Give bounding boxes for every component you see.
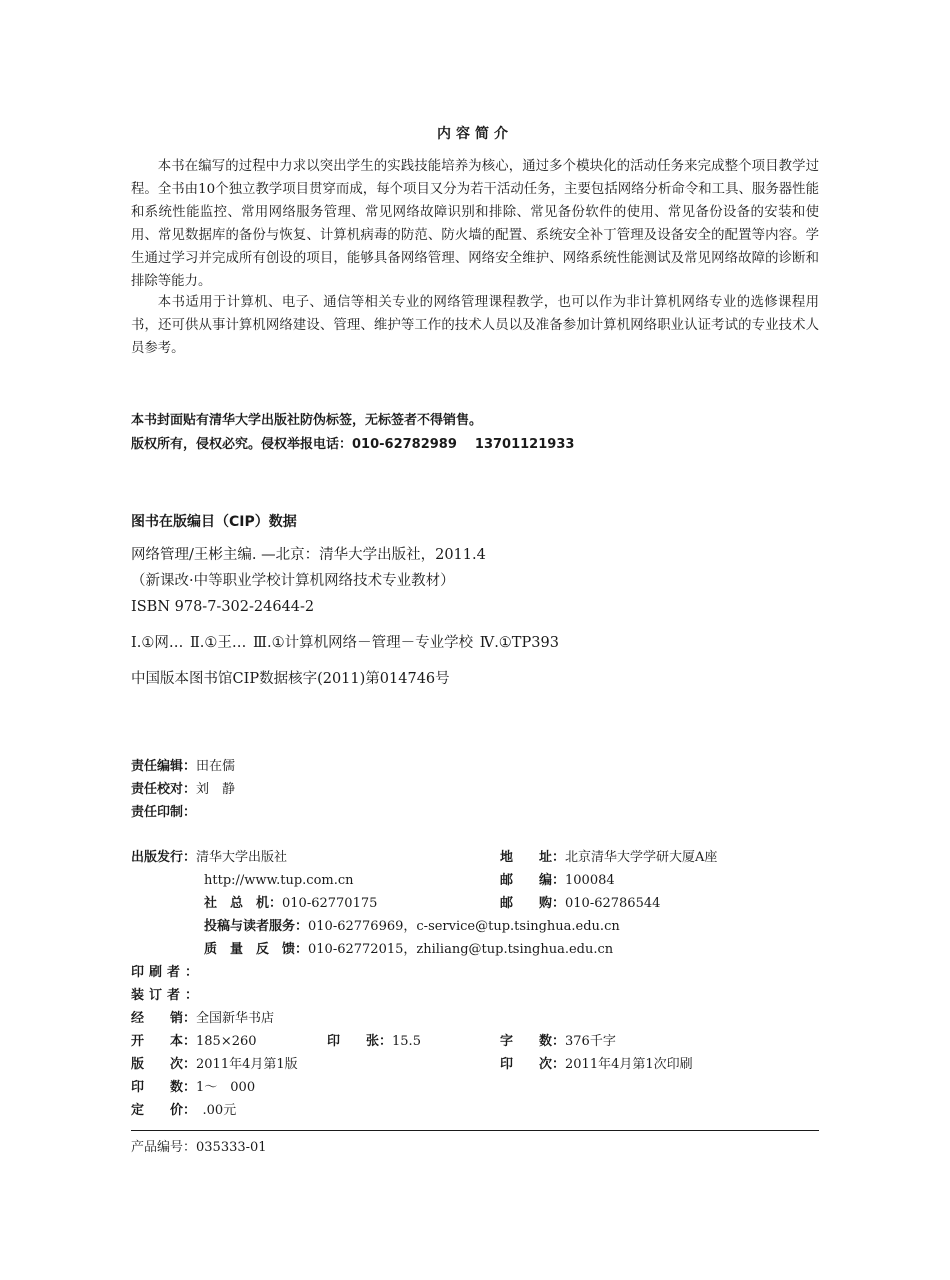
switchboard-value: 010-62770175	[282, 896, 378, 911]
divider	[131, 1130, 819, 1131]
switchboard-label: 社 总 机：	[204, 896, 283, 911]
impression-value: 2011年4月第1次印刷	[565, 1057, 693, 1072]
publisher-name: 清华大学出版社	[196, 850, 288, 865]
distributor-value: 全国新华书店	[196, 1011, 275, 1026]
credit-editor-label: 责任编辑：	[131, 759, 197, 774]
print-run	[131, 1080, 255, 1096]
submission-label: 投稿与读者服务：	[204, 919, 309, 934]
intro-paragraph-1: 本书在编写的过程中力求以突出学生的实践技能培养为核心，通过多个模块化的活动任务来完成整个项目教学过程。全书由10个独立教学项目贯穿而成，每个项目又分为若干活动任务，主要包括网络分析命令和工具、服务器性能和系统性能监控、常用网络服务管理、常见网络故障识别和排除、常见备份软件的使用、常见备份设备的安装和使用、常见数据库的备份与恢复、计算机病毒的防范、防火墙的配置、系统安全补丁管理及设备安全的配置等内容。学生通过学习并完成所有创设的项目，能够具备网络管理、网络安全维护、网络系统性能测试及常见网络故障的诊断和排除等能力。	[131, 159, 819, 289]
impression-label: 印 次：	[500, 1057, 566, 1072]
format	[131, 1034, 257, 1050]
credit-proofreader	[131, 782, 235, 798]
distributor	[131, 1011, 274, 1027]
address	[500, 850, 717, 866]
word-count	[500, 1034, 616, 1050]
cip-title-line: 网络管理/王彬主编. —北京：清华大学出版社，2011.4	[131, 547, 486, 563]
submission-service	[204, 919, 620, 935]
postcode-value: 100084	[565, 873, 615, 888]
binder	[131, 988, 203, 1004]
product-code-value: 035333-01	[196, 1140, 267, 1155]
edition-label: 版 次：	[131, 1057, 197, 1072]
print-run-label: 印 数：	[131, 1080, 197, 1095]
edition	[131, 1057, 298, 1073]
submission-value: 010-62776969，c-service@tup.tsinghua.edu.cn	[308, 919, 620, 934]
format-label: 开 本：	[131, 1034, 197, 1049]
mail-order-value: 010-62786544	[565, 896, 661, 911]
credit-proofreader-label: 责任校对：	[131, 782, 197, 797]
edition-value: 2011年4月第1版	[196, 1057, 298, 1072]
product-code	[131, 1140, 267, 1156]
address-label: 地 址：	[500, 850, 566, 865]
product-code-label: 产品编号：	[131, 1140, 197, 1155]
postcode-label: 邮 编：	[500, 873, 566, 888]
credit-editor	[131, 759, 235, 775]
anti-counterfeit-notice: 本书封面贴有清华大学出版社防伪标签，无标签者不得销售。	[131, 413, 483, 428]
binder-label: 装订者：	[131, 988, 204, 1003]
intro-paragraph-2: 本书适用于计算机、电子、通信等相关专业的网络管理课程教学，也可以作为非计算机网络专业的选修课程用书，还可供从事计算机网络建设、管理、维护等工作的技术人员以及准备参加计算机网络职业认证考试的专业技术人员参考。	[131, 295, 819, 356]
print-run-value: 1～ 000	[196, 1080, 256, 1095]
feedback-value: 010-62772015，zhiliang@tup.tsinghua.edu.cn	[308, 942, 614, 957]
credit-editor-value: 田在儒	[196, 759, 236, 774]
printer-label: 印刷者：	[131, 965, 204, 980]
mail-order	[500, 896, 660, 912]
credit-printing-label: 责任印制：	[131, 805, 197, 820]
cip-heading: 图书在版编目（CIP）数据	[131, 514, 297, 530]
publisher	[131, 850, 287, 866]
price-label: 定 价：	[131, 1103, 190, 1118]
cip-classification: Ⅰ.①网… Ⅱ.①王… Ⅲ.①计算机网络－管理－专业学校 Ⅳ.①TP393	[131, 635, 559, 651]
address-value: 北京清华大学学研大厦A座	[565, 850, 718, 865]
postcode	[500, 873, 615, 889]
sheets-label: 印 张：	[327, 1034, 393, 1049]
publisher-website: http://www.tup.com.cn	[204, 873, 354, 888]
copyright-notice-text: 版权所有，侵权必究。侵权举报电话：010-62782989	[131, 437, 457, 452]
switchboard	[204, 896, 377, 912]
price-value: .00元	[189, 1103, 237, 1118]
cip-isbn: ISBN 978-7-302-24644-2	[131, 599, 315, 615]
sheets-value: 15.5	[392, 1034, 421, 1049]
cip-series-line: （新课改·中等职业学校计算机网络技术专业教材）	[131, 573, 455, 589]
credit-proofreader-value: 刘 静	[196, 782, 236, 797]
quality-feedback	[204, 942, 613, 958]
intro-title: 内容简介	[437, 126, 513, 142]
price	[131, 1103, 236, 1119]
mail-order-label: 邮 购：	[500, 896, 566, 911]
sheets	[327, 1034, 421, 1050]
word-count-label: 字 数：	[500, 1034, 566, 1049]
printer	[131, 965, 203, 981]
feedback-label: 质 量 反 馈：	[204, 942, 309, 957]
word-count-value: 376千字	[565, 1034, 616, 1049]
format-value: 185×260	[196, 1034, 257, 1049]
report-phone-2: 13701121933	[474, 437, 575, 452]
cip-record: 中国版本图书馆CIP数据核字(2011)第014746号	[131, 671, 450, 687]
credit-printing	[131, 805, 196, 821]
publisher-label: 出版发行：	[131, 850, 197, 865]
distributor-label: 经 销：	[131, 1011, 197, 1026]
copyright-notice	[131, 437, 574, 453]
impression	[500, 1057, 693, 1073]
